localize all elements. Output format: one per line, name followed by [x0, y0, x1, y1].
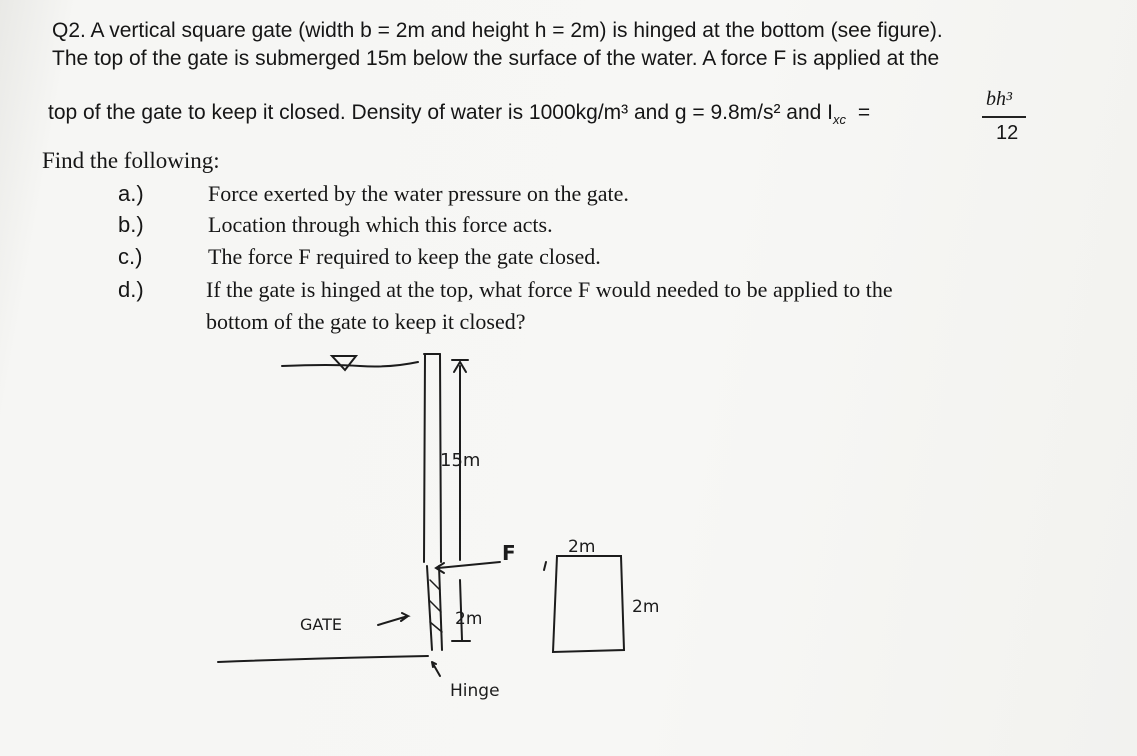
gate-label: GATE [300, 615, 342, 634]
depth-label: 15m [440, 450, 481, 471]
water-surface-symbol [332, 356, 356, 370]
square-height-label: 2m [632, 597, 660, 617]
square-width-label: 2m [568, 537, 596, 557]
question-line-1: Q2. A vertical square gate (width b = 2m and height h = 2m) is hinged at the bottom (see figure). [52, 19, 943, 42]
question-line-2: The top of the gate is submerged 15m below the surface of the water. A force F is applied at the [52, 47, 940, 70]
force-arrow-line [438, 562, 500, 568]
item-text-continued: bottom of the gate to keep it closed? [206, 309, 526, 334]
gate-label-arrow [378, 613, 408, 625]
item-text: Force exerted by the water pressure on the gate. [208, 181, 629, 206]
item-letter: d.) [118, 277, 144, 302]
item-text: If the gate is hinged at the top, what force F would needed to be applied to the [206, 277, 893, 302]
fraction-numerator: bh³ [986, 88, 1012, 110]
inertia-subscript: xc [833, 112, 847, 128]
gate-body [427, 566, 442, 650]
item-letter: a.) [118, 181, 144, 206]
equals-sign: = [857, 101, 871, 124]
force-label: F [502, 541, 516, 565]
gate-square-outline [553, 556, 624, 652]
gate-height-label: 2m [455, 609, 483, 629]
item-letter: c.) [118, 244, 143, 269]
question-line-3-text: top of the gate to keep it closed. Density of water is 1000kg/m³ and g = 9.8m/s² and I [48, 101, 834, 124]
item-text: The force F required to keep the gate closed. [208, 244, 601, 269]
item-letter: b.) [118, 212, 144, 237]
hinge-arrow [432, 662, 440, 676]
wall-left-edge [424, 354, 425, 562]
find-label: Find the following: [42, 148, 220, 173]
hinge-label: Hinge [450, 681, 500, 701]
gate-square-mark [544, 562, 546, 570]
fraction-denominator: 12 [996, 122, 1019, 144]
item-text: Location through which this force acts. [208, 212, 553, 237]
channel-floor-line [218, 656, 428, 662]
